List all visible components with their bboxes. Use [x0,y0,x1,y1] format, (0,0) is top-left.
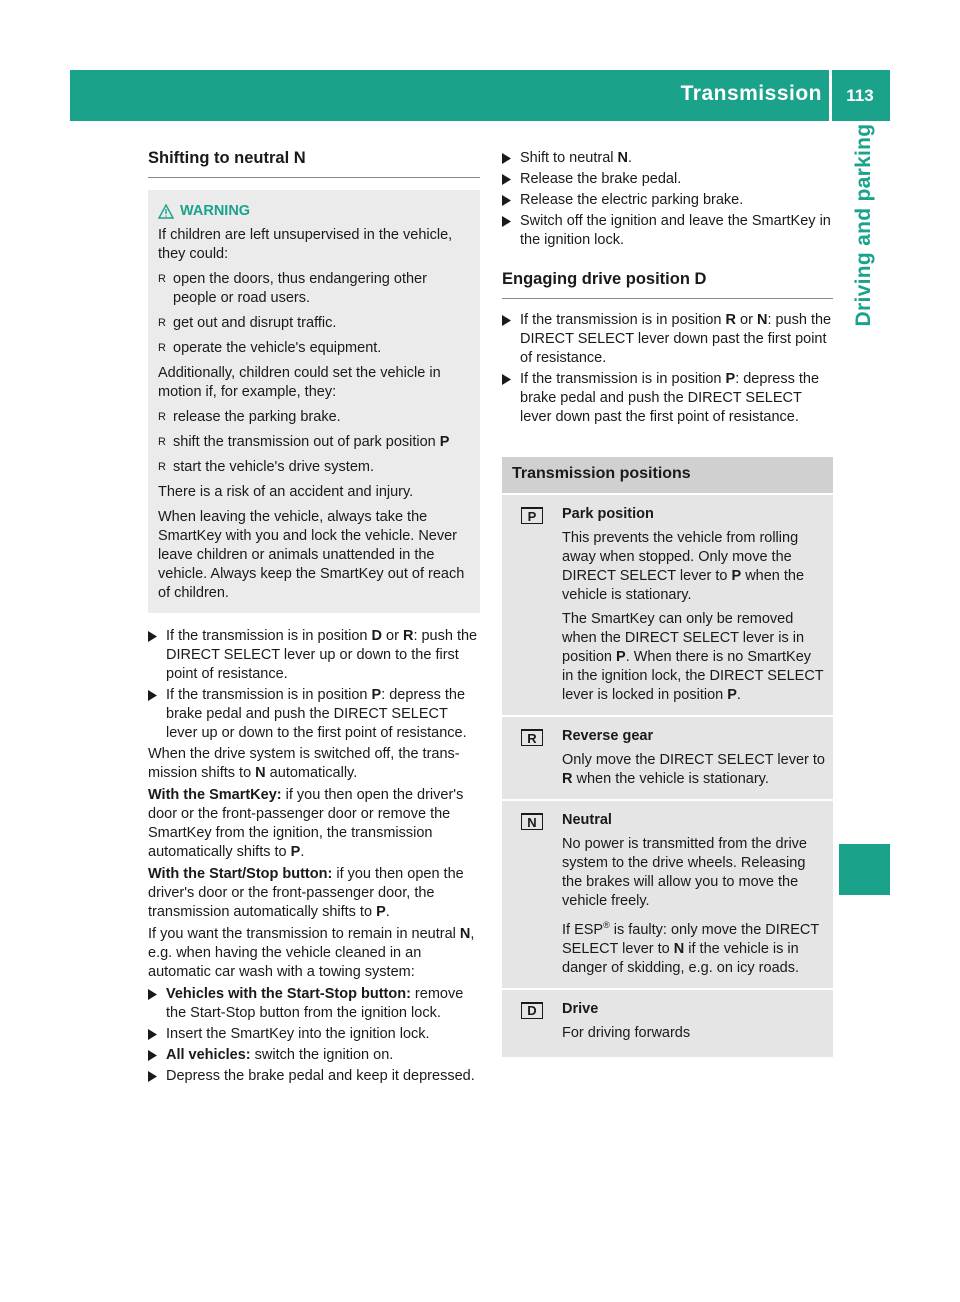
instruction-step: Depress the brake pedal and keep it depressed. [148,1067,480,1086]
paragraph: With the Start/Stop button: if you then open the driver's door or the front-passenger door, the transmission automatically shifts to P. [148,866,464,920]
instruction-step: Release the brake pedal. [502,170,833,189]
list-item: R get out and disrupt traffic. [158,315,337,331]
step-arrow-icon [148,1067,166,1086]
list-item: R open the doors, thus endangering other people or road users. [158,271,427,306]
table-title: Transmission positions [502,457,833,493]
step-arrow-icon [502,149,520,168]
step-arrow-icon [148,627,166,684]
table-row: R Reverse gear Only move the DIRECT SELECT lever to R when the vehicle is stationary. [502,715,833,799]
drive-symbol-icon: D [521,1002,543,1019]
instruction-step: Insert the SmartKey into the ignition lock. [148,1025,480,1044]
step-arrow-icon [148,985,166,1023]
step-arrow-icon [502,191,520,210]
bullet-icon: R [158,461,166,473]
park-symbol-icon: P [521,507,543,524]
header-separator [829,70,832,121]
paragraph: With the SmartKey: if you then open the driver's door or the front-passenger door or remove the SmartKey from the ignition, the transmission automatically shifts to P. [148,787,464,860]
bullet-icon: R [158,436,166,448]
reverse-symbol-icon: R [521,729,543,746]
page-number: 113 [846,86,874,105]
instruction-step: Vehicles with the Start-Stop button: remove the Start-Stop button from the ignition lock. [148,985,480,1023]
table-row: P Park position This prevents the vehicle from rolling away when stopped. Only move the DIRECT SELECT lever to P when the vehicle is stationary. The SmartKey can only be removed when the DIRECT SELECT lever is in position P. When there is no SmartKey in the ignition lock, the DIRECT SELECT lever is locked in position P. [502,493,833,715]
instruction-step: If the transmission is in position D or R: push the DIRECT SELECT lever up or down to the first point of resistance. [148,627,480,684]
side-tab-label: Driving and parking [852,123,875,327]
warning-mid: Additionally, children could set the vehicle in motion if, for example, they: [158,365,441,400]
step-arrow-icon [502,170,520,189]
step-arrow-icon [148,1046,166,1065]
left-column [148,149,480,1088]
list-item: R operate the vehicle's equipment. [158,340,382,356]
warning-advice: When leaving the vehicle, always take the SmartKey with you and lock the vehicle. Never leave children or animals unattended in the vehicle. Always keep the SmartKey out of reach of children. [158,509,465,601]
bullet-icon: R [158,317,166,329]
paragraph: When the drive system is switched off, the transmission shifts to N automatically. [148,746,460,781]
section-heading-neutral: Shifting to neutral N [148,149,480,178]
bullet-icon: R [158,342,166,354]
table-row: D Drive For driving forwards [502,988,833,1057]
instruction-step: Switch off the ignition and leave the SmartKey in the ignition lock. [502,212,833,250]
right-column [502,149,833,1057]
instruction-step: If the transmission is in position P: depress the brake pedal and push the DIRECT SELECT lever up or down to the first point of resistance. [148,686,480,743]
step-arrow-icon [502,212,520,250]
warning-triangle-icon [158,204,174,219]
side-tab-block [839,844,890,895]
instruction-step: All vehicles: switch the ignition on. [148,1046,480,1065]
paragraph: If you want the transmission to remain in neutral N, e.g. when having the vehicle cleaned in an automatic car wash with a towing system: [148,926,475,980]
warning-risk: There is a risk of an accident and injury. [158,484,414,500]
section-heading-drive: Engaging drive position D [502,270,833,299]
chapter-title: Transmission [680,82,822,105]
instruction-step: Shift to neutral N. [502,149,833,168]
step-arrow-icon [502,370,520,427]
list-item: R start the vehicle's drive system. [158,459,375,475]
warning-box [148,190,480,613]
list-item: R release the parking brake. [158,409,341,425]
bullet-icon: R [158,273,166,285]
instruction-step: If the transmission is in position R or N: push the DIRECT SELECT lever down past the first point of resistance. [502,311,833,368]
step-arrow-icon [502,311,520,368]
instruction-step: Release the electric parking brake. [502,191,833,210]
table-row: N Neutral No power is transmitted from the drive system to the drive wheels. Releasing the brakes will allow you to move the vehicle freely. If ESP® is faulty: only move the DIRECT SELECT lever to N if the vehicle is in danger of skidding, e.g. on icy roads. [502,799,833,988]
step-arrow-icon [148,1025,166,1044]
instruction-step: If the transmission is in position P: depress the brake pedal and push the DIRECT SELECT lever down past the first point of resistance. [502,370,833,427]
transmission-positions-table [502,457,833,1057]
warning-title: WARNING [158,202,470,221]
neutral-symbol-icon: N [521,813,543,830]
step-arrow-icon [148,686,166,743]
list-item: R shift the transmission out of park position P [158,434,450,450]
bullet-icon: R [158,411,166,423]
warning-intro: If children are left unsupervised in the vehicle, they could: [158,227,453,262]
